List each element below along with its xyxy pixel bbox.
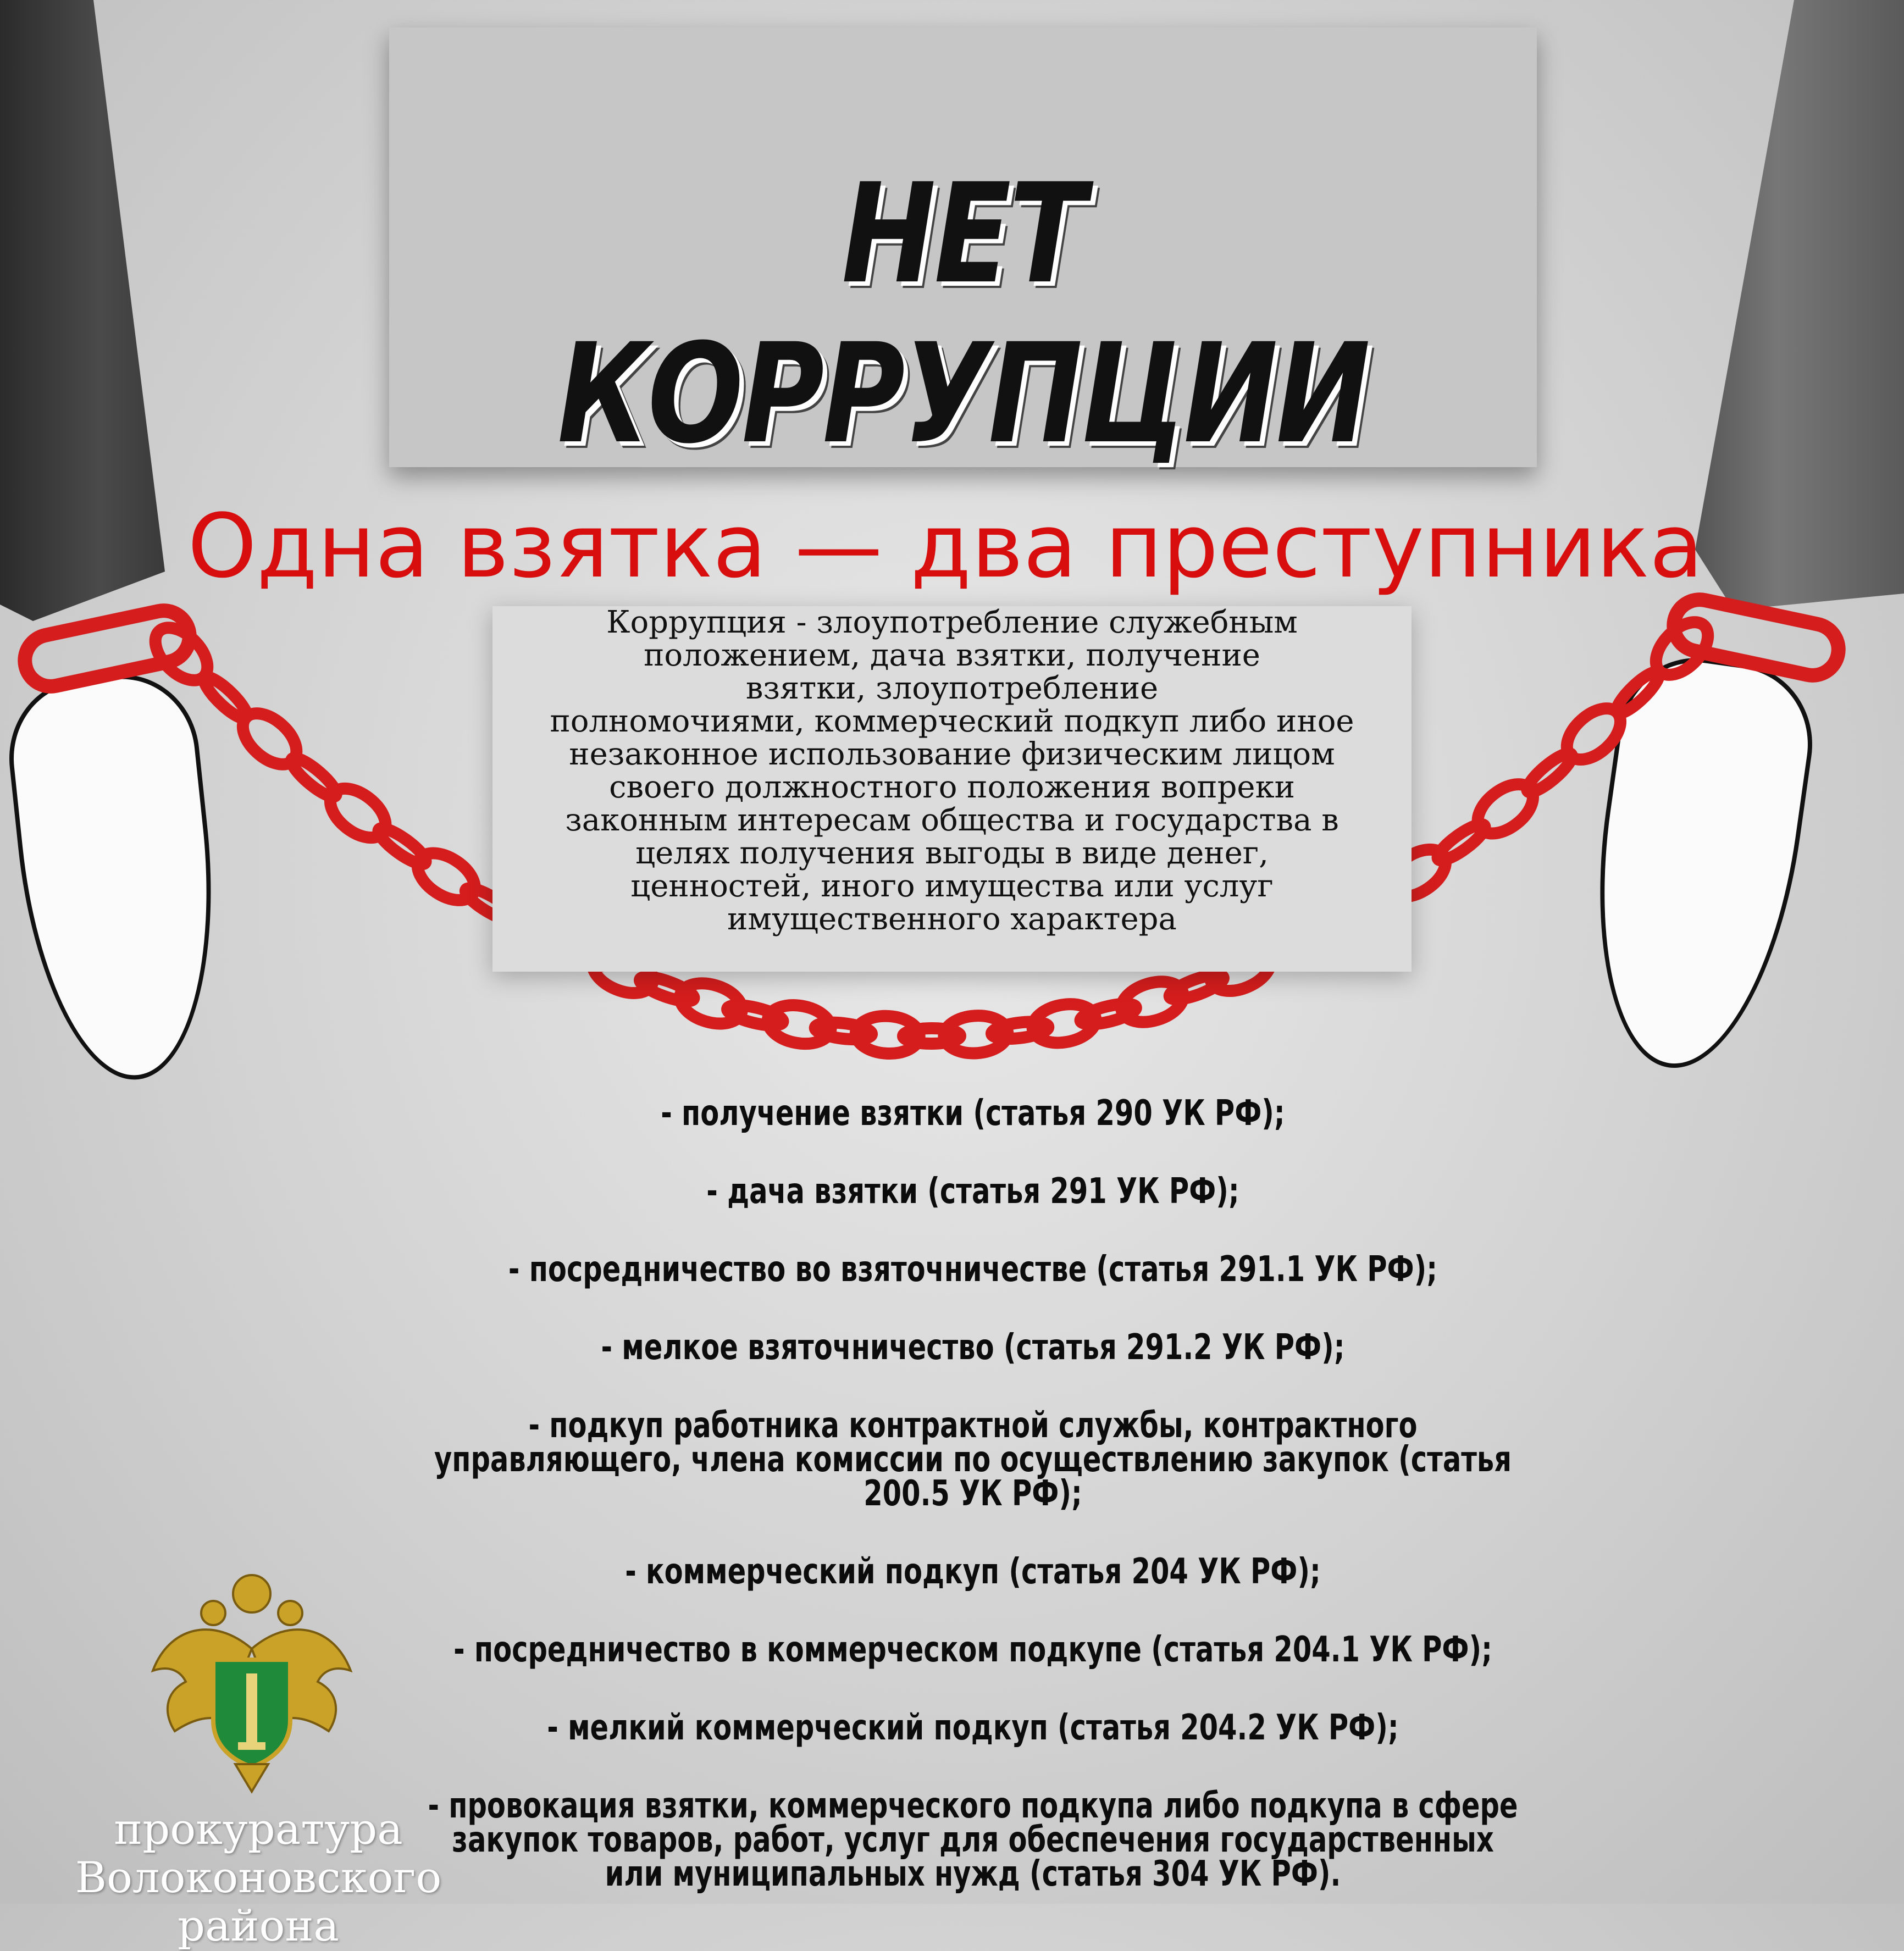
article-item: - дача взятки (статья 291 УК РФ); bbox=[706, 1171, 1239, 1212]
chain-link bbox=[200, 672, 251, 723]
chain-link bbox=[1030, 999, 1099, 1047]
chain-link bbox=[638, 972, 696, 1006]
organization-name: прокуратура Волоконовского района bbox=[75, 1805, 442, 1951]
chain-link bbox=[675, 977, 747, 1030]
chain-link bbox=[1523, 749, 1576, 797]
chain-link bbox=[374, 823, 430, 869]
chain-link bbox=[990, 1019, 1049, 1041]
chain-link bbox=[1078, 1000, 1138, 1028]
chain-link bbox=[1469, 774, 1542, 843]
article-item: - провокация взятки, коммерческого подкупа либо подкупа в сфере закупок товаров, работ, услуг для обеспечения государственных или муниципальных нужд (статья 304 УК РФ). bbox=[428, 1786, 1518, 1894]
subtitle: Одна взятка — два преступника bbox=[187, 495, 1703, 597]
article-item: - посредничество в коммерческом подкупе (статья 204.1 УК РФ); bbox=[453, 1629, 1492, 1670]
title-banner bbox=[389, 27, 1537, 474]
chain-link bbox=[814, 1020, 873, 1042]
chain-link bbox=[234, 703, 306, 774]
chain-link bbox=[322, 779, 395, 847]
chain-link bbox=[765, 1000, 834, 1048]
chain-link bbox=[903, 1028, 960, 1044]
chain-link bbox=[1167, 970, 1226, 1004]
article-item: - мелкое взяточничество (статья 291.2 УК РФ); bbox=[601, 1327, 1345, 1368]
article-item: - коммерческий подкуп (статья 204 УК РФ); bbox=[625, 1551, 1321, 1592]
article-item: - получение взятки (статья 290 УК РФ); bbox=[661, 1093, 1285, 1134]
chain-link bbox=[943, 1014, 1009, 1055]
article-item: - посредничество во взяточничестве (статья 291.1 УК РФ); bbox=[508, 1249, 1438, 1290]
definition-box bbox=[492, 606, 1412, 972]
chain-link bbox=[1433, 819, 1489, 866]
chain-link bbox=[1116, 975, 1188, 1029]
article-item: - подкуп работника контрактной службы, контрактного управляющего, члена комиссии по осуществлению закупок (статья 200.5 УК РФ); bbox=[434, 1405, 1512, 1514]
right-hand-illustration bbox=[1572, 648, 1823, 1081]
prosecutor-emblem-icon bbox=[147, 1566, 356, 1797]
definition-text: Коррупция - злоупотребление служебным положением, дача взятки, получение взятки, злоупотребление полномочиями, коммерческий подкуп либо иное незаконное использование физическим лицом своего должностного положения вопреки законным интересам общества и государства в целях получения выгоды в виде денег, ценностей, иного имущества или услуг имущественного характера bbox=[550, 605, 1354, 937]
chain-link bbox=[287, 753, 341, 801]
article-item: - мелкий коммерческий подкуп (статья 204.2 УК РФ); bbox=[547, 1708, 1399, 1748]
left-hand-illustration bbox=[1, 667, 233, 1089]
right-sleeve bbox=[1695, 0, 1904, 610]
page-title: НЕТ КОРРУПЦИИ bbox=[557, 154, 1369, 474]
chain-link bbox=[726, 1001, 785, 1029]
left-sleeve bbox=[0, 0, 165, 621]
chain-link bbox=[409, 844, 483, 910]
chain-link bbox=[855, 1015, 921, 1055]
